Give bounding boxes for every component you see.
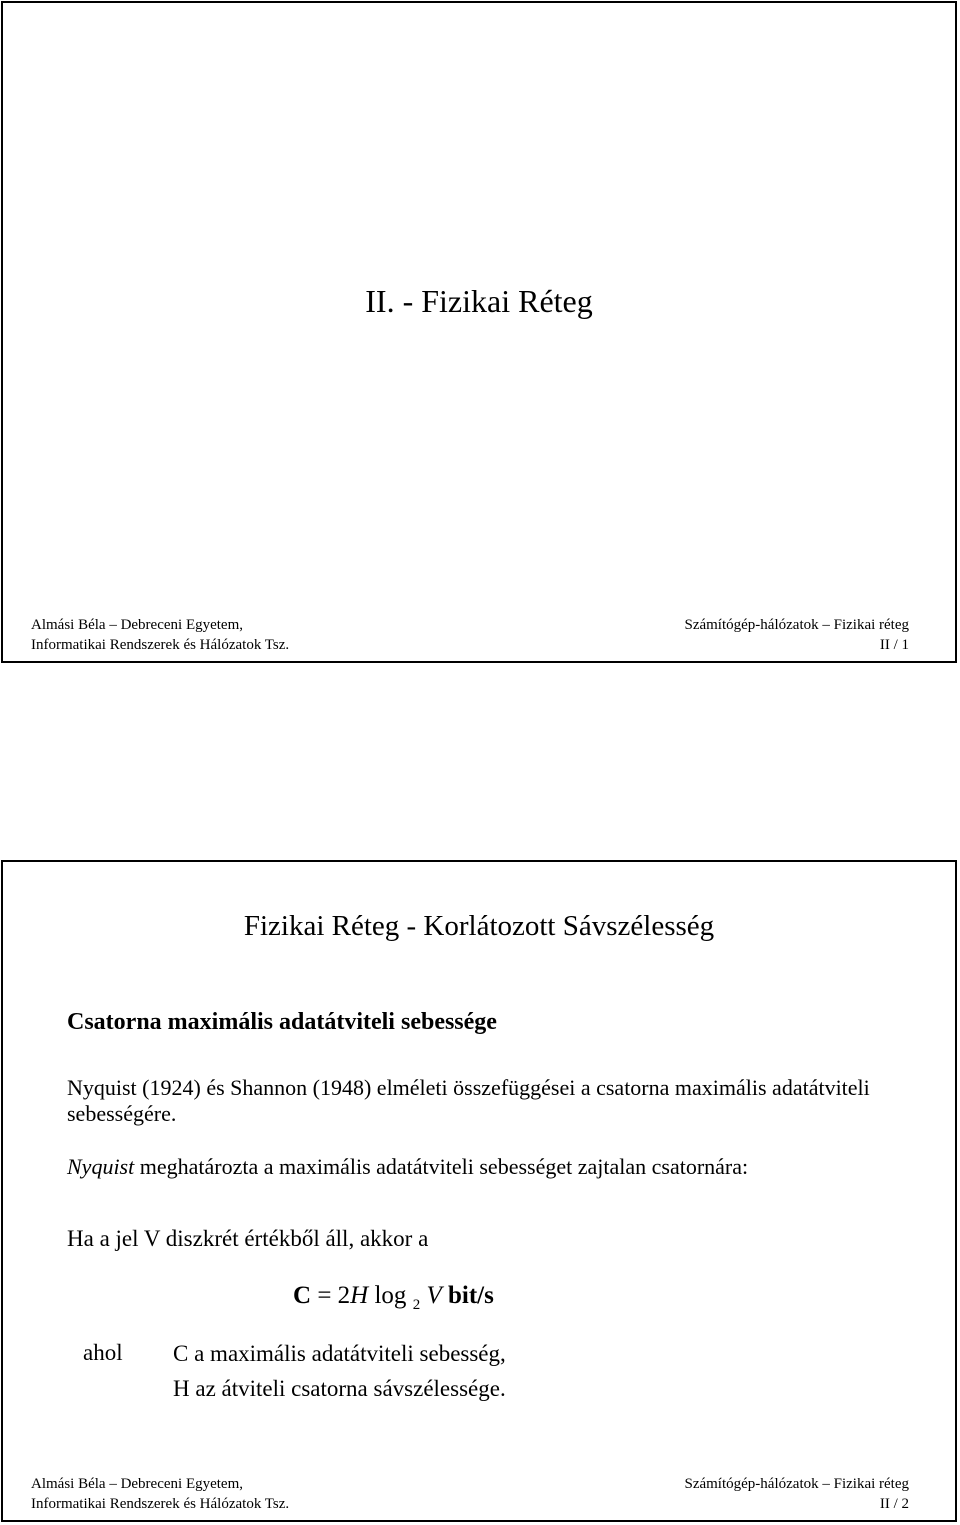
nyquist-formula [293,1282,494,1314]
definition-h: H az átviteli csatorna sávszélessége. [173,1376,506,1401]
definition-c: C a maximális adatátviteli sebesség, [173,1341,506,1366]
formula-log: log [368,1282,413,1309]
formula-var-v: V [420,1282,442,1309]
paragraph-text: meghatározta a maximális adatátviteli sebességet zajtalan csatornára: [134,1154,749,1179]
footer-page-number: II / 2 [879,1496,909,1512]
nyquist-name: Nyquist [67,1154,135,1179]
formula-var-h: H [350,1282,369,1309]
paragraph-discrete-values: Ha a jel V diszkrét értékből áll, akkor a [67,1226,429,1251]
footer-page-number: II / 1 [879,637,909,653]
footer-author: Almási Béla – Debreceni Egyetem, [31,1476,244,1492]
paragraph-nyquist-definition [67,1154,885,1180]
formula-equals: = [311,1282,338,1309]
footer-department: Informatikai Rendszerek és Hálózatok Tsz. [31,1496,290,1512]
formula-log-base: 2 [412,1297,421,1313]
slide-1 [1,1,957,663]
slide-footer [31,615,909,655]
slide-title: II. - Fizikai Réteg [365,283,593,319]
slide-footer [31,1474,909,1514]
formula-unit: bit/s [441,1282,494,1309]
slide-title: Fizikai Réteg - Korlátozott Sávszélesség [243,910,715,942]
formula-lhs: C [293,1282,312,1309]
slide-2 [1,860,957,1522]
ahol-label: ahol [83,1340,123,1365]
slide-subheading: Csatorna maximális adatátviteli sebessége [67,1009,497,1035]
footer-course: Számítógép-hálózatok – Fizikai réteg [684,1476,909,1492]
paragraph-nyquist-shannon: Nyquist (1924) és Shannon (1948) elméleti összefüggései a csatorna maximális adatátviteli sebességére. [67,1075,870,1126]
footer-author: Almási Béla – Debreceni Egyetem, [31,617,244,633]
footer-course: Számítógép-hálózatok – Fizikai réteg [684,617,909,633]
footer-department: Informatikai Rendszerek és Hálózatok Tsz. [31,637,290,653]
formula-coefficient: 2 [337,1282,351,1309]
